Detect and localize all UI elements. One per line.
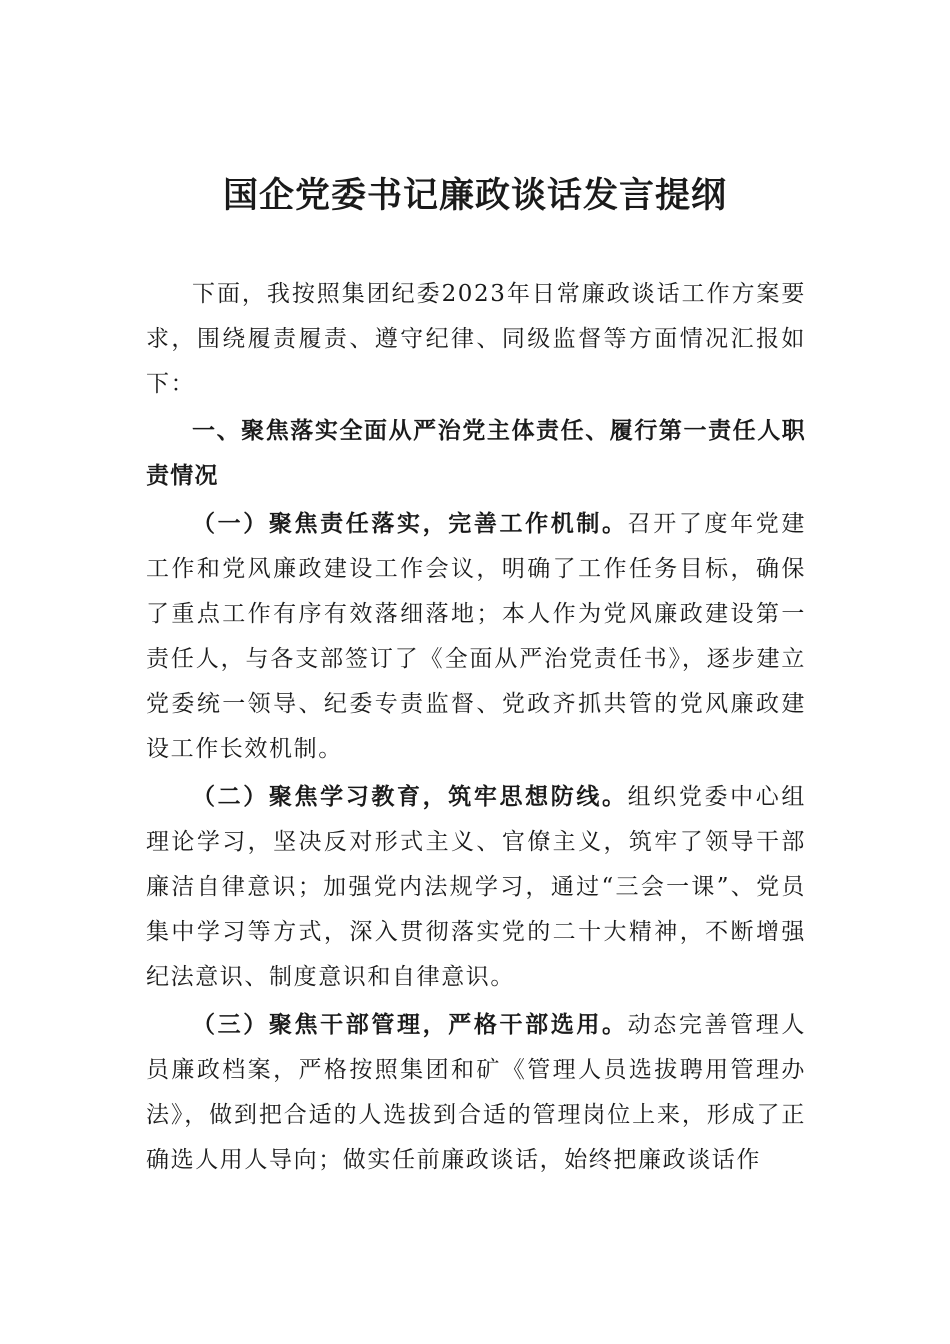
item-text-2: 组织党委中心组理论学习，坚决反对形式主义、官僚主义，筑牢了领导干部廉洁自律意识；加强党内法规学习，通过“三会一课”、党员集中学习等方式，深入贯彻落实党的二十大精神，不断增强纪法意识、制度意识和自律意识。 [146, 784, 806, 990]
item-lead-1: （一）聚焦责任落实，完善工作机制。 [192, 510, 628, 537]
item-paragraph-2 [146, 774, 806, 1000]
item-text-3: 动态完善管理人员廉政档案，严格按照集团和矿《管理人员选拔聘用管理办法》，做到把合适的人选拔到合适的管理岗位上来，形成了正确选人用人导向；做实任前廉政谈话，始终把廉政谈话作 [146, 1012, 806, 1173]
intro-paragraph: 下面，我按照集团纪委2023年日常廉政谈话工作方案要求，围绕履责履责、遵守纪律、同级监督等方面情况汇报如下： [146, 281, 806, 397]
item-lead-3: （三）聚焦干部管理，严格干部选用。 [192, 1011, 628, 1038]
section-heading-1: 一、聚焦落实全面从严治党主体责任、履行第一责任人职责情况 [146, 418, 806, 489]
item-lead-2: （二）聚焦学习教育，筑牢思想防线。 [192, 783, 628, 810]
document-title: 国企党委书记廉政谈话发言提纲 [222, 176, 727, 216]
document-body [146, 272, 806, 1185]
item-paragraph-3 [146, 1002, 806, 1183]
item-text-1: 召开了度年党建工作和党风廉政建设工作会议，明确了工作任务目标，确保了重点工作有序有效落细落地；本人作为党风廉政建设第一责任人，与各支部签订了《全面从严治党责任书》，逐步建立党委统一领导、纪委专责监督、党政齐抓共管的党风廉政建设工作长效机制。 [146, 511, 806, 762]
item-paragraph-1 [146, 501, 806, 772]
